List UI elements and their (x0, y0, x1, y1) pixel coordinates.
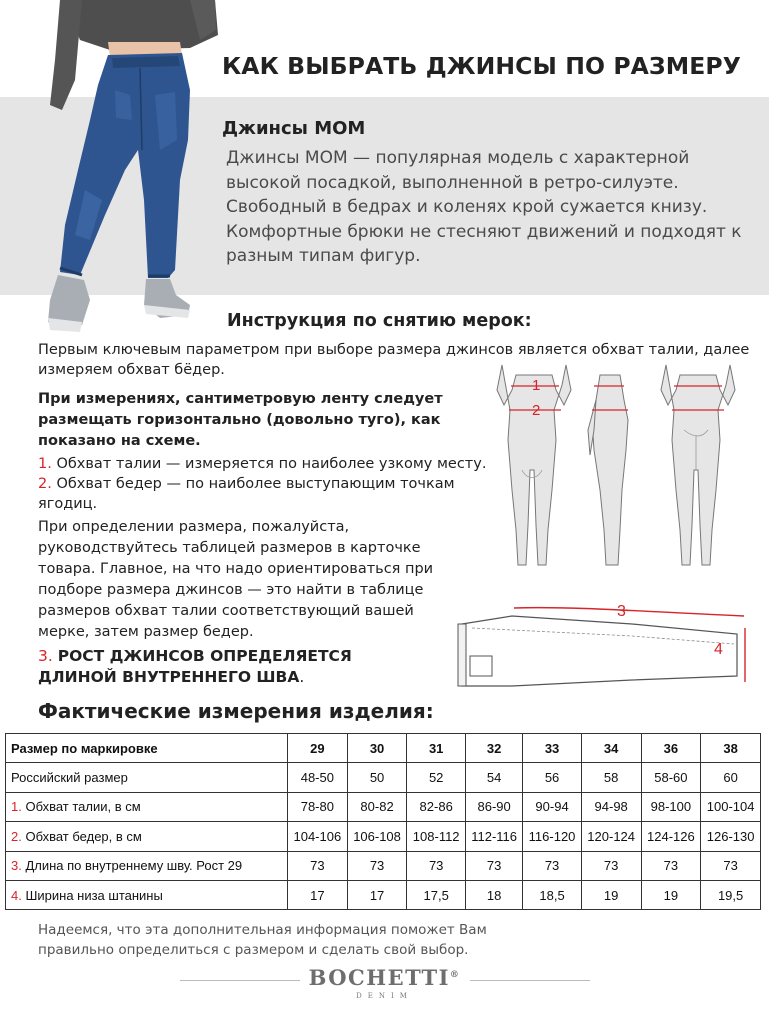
header-size-cell: 32 (465, 734, 522, 763)
header-size-cell: 36 (641, 734, 701, 763)
header-size-cell: 29 (288, 734, 348, 763)
instructions-intro: Первым ключевым параметром при выборе размера джинсов является обхват талии, далее измеряем обхват бёдер. (38, 342, 750, 378)
table-cell: 106-108 (347, 822, 407, 851)
row-number: 2. (11, 828, 22, 844)
brand-registered: ® (449, 970, 461, 980)
row-label: Обхват бедер, в см (25, 828, 142, 844)
table-cell: 17,5 (407, 880, 466, 909)
header-label-cell: Размер по маркировке (6, 734, 288, 763)
table-cell: 58 (581, 763, 641, 792)
header-size-cell: 38 (701, 734, 761, 763)
table-row (6, 792, 761, 821)
table-row (6, 763, 761, 792)
table-cell: 18 (465, 880, 522, 909)
row-label: Обхват талии, в см (25, 799, 141, 815)
table-cell: 56 (523, 763, 582, 792)
table-cell: 78-80 (288, 792, 348, 821)
item-number: 3. (38, 647, 53, 665)
item-text: Обхват талии — измеряется по наиболее узкому месту. (56, 456, 487, 472)
brand-name (0, 965, 769, 990)
jeans-flat-diagram (452, 596, 752, 688)
instructions-title: Инструкция по снятию мерок: (227, 311, 532, 331)
header-size-cell: 33 (523, 734, 582, 763)
row-label: Длина по внутреннему шву. Рост 29 (25, 858, 243, 874)
header-size-cell: 30 (347, 734, 407, 763)
table-cell: 17 (347, 880, 407, 909)
table-cell: 94-98 (581, 792, 641, 821)
table-cell: 73 (465, 851, 522, 880)
table-title: Фактические измерения изделия: (38, 699, 434, 723)
measure-label-2: 2 (532, 402, 541, 419)
table-cell: 80-82 (347, 792, 407, 821)
item-text: Обхват бедер — по наиболее выступающим точкам ягодиц. (38, 476, 455, 512)
table-cell: 19 (641, 880, 701, 909)
row-label-cell (6, 822, 288, 851)
table-cell: 86-90 (465, 792, 522, 821)
table-cell: 73 (407, 851, 466, 880)
row-number: 3. (11, 858, 22, 874)
model-title: Джинсы MOM (222, 118, 366, 139)
table-header-row (6, 734, 761, 763)
model-illustration (20, 0, 230, 345)
brand-logo (0, 965, 769, 1000)
table-cell: 18,5 (523, 880, 582, 909)
page-title: КАК ВЫБРАТЬ ДЖИНСЫ ПО РАЗМЕРУ (222, 52, 741, 80)
item-text: РОСТ ДЖИНСОВ ОПРЕДЕЛЯЕТСЯ ДЛИНОЙ ВНУТРЕННЕГО ШВА (38, 647, 352, 686)
row-label-cell (6, 851, 288, 880)
table-cell: 112-116 (465, 822, 522, 851)
body-measure-diagram (482, 360, 764, 580)
table-cell: 19,5 (701, 880, 761, 909)
table-row (6, 880, 761, 909)
table-cell: 60 (701, 763, 761, 792)
brand-wordmark: BOCHETTI (308, 965, 450, 990)
table-cell: 73 (701, 851, 761, 880)
table-cell: 124-126 (641, 822, 701, 851)
measure-label-3: 3 (617, 603, 626, 620)
item-number: 1. (38, 456, 52, 472)
measure-label-4: 4 (714, 641, 723, 658)
tape-note: При измерениях, сантиметровую ленту следует размещать горизонтально (довольно туго), как показано на схеме. (38, 391, 443, 449)
item-number: 2. (38, 476, 52, 492)
table-cell: 54 (465, 763, 522, 792)
measure-item-hips (38, 474, 488, 514)
table-cell: 116-120 (523, 822, 582, 851)
table-cell: 73 (523, 851, 582, 880)
size-advice: При определении размера, пожалуйста, руководствуйтесь таблицей размеров в карточке товара. Главное, на что надо ориентироваться при подборе размера джинсов — это найти в таблице размеров обхват талии соответствующий вашей мерке, затем размер бедер. (38, 519, 434, 640)
header-size-cell: 34 (581, 734, 641, 763)
row-label-cell (6, 792, 288, 821)
table-cell: 126-130 (701, 822, 761, 851)
table-cell: 104-106 (288, 822, 348, 851)
table-cell: 52 (407, 763, 466, 792)
table-row (6, 851, 761, 880)
brand-subtitle: DENIM (356, 992, 413, 1000)
table-cell: 73 (288, 851, 348, 880)
table-cell: 82-86 (407, 792, 466, 821)
model-description: Джинсы МОМ — популярная модель с характерной высокой посадкой, выполненной в ретро-силуэте. Свободный в бедрах и коленях крой сужается книзу. Комфортные брюки не стесняют движений и подходят к разным типам фигур. (226, 148, 742, 266)
table-cell: 19 (581, 880, 641, 909)
row-label-cell (6, 763, 288, 792)
table-cell: 48-50 (288, 763, 348, 792)
size-table (5, 733, 761, 910)
row-number: 4. (11, 887, 22, 903)
measure-item-waist (38, 454, 508, 474)
row-number: 1. (11, 799, 22, 815)
item-dot: . (299, 668, 305, 686)
table-cell: 108-112 (407, 822, 466, 851)
table-cell: 58-60 (641, 763, 701, 792)
table-cell: 50 (347, 763, 407, 792)
row-label-cell (6, 880, 288, 909)
table-cell: 120-124 (581, 822, 641, 851)
table-cell: 90-94 (523, 792, 582, 821)
table-row (6, 822, 761, 851)
footer-note: Надеемся, что эта дополнительная информация поможет Вам правильно определиться с размером и сделать свой выбор. (38, 922, 487, 958)
table-cell: 17 (288, 880, 348, 909)
measure-item-inseam (38, 646, 398, 688)
row-label: Ширина низа штанины (25, 887, 163, 903)
header-size-cell: 31 (407, 734, 466, 763)
table-cell: 98-100 (641, 792, 701, 821)
table-cell: 100-104 (701, 792, 761, 821)
measure-label-1: 1 (532, 377, 541, 394)
table-cell: 73 (641, 851, 701, 880)
table-cell: 73 (581, 851, 641, 880)
row-label: Российский размер (11, 770, 128, 786)
table-cell: 73 (347, 851, 407, 880)
